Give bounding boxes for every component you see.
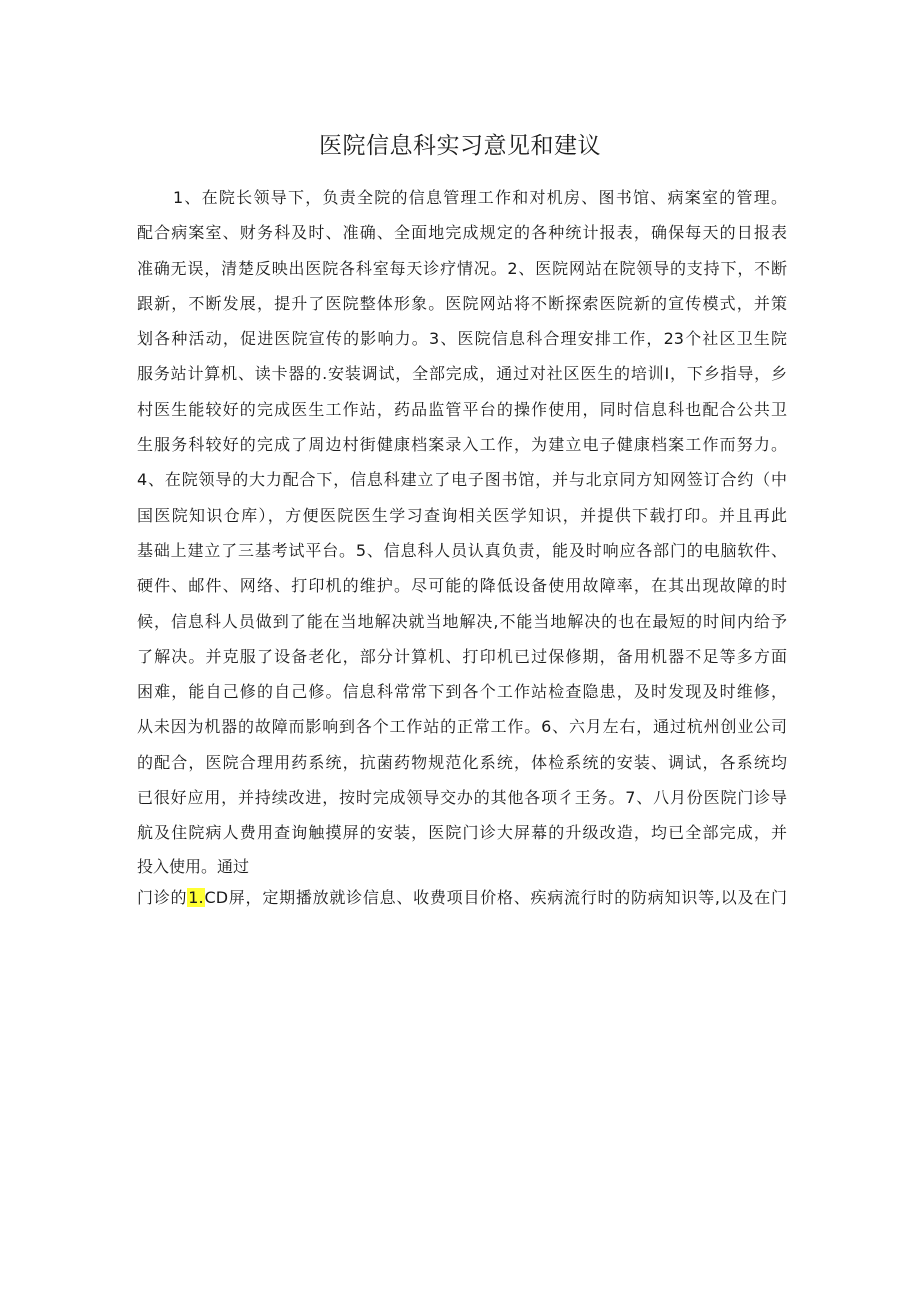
final-line-before: 门诊的 [137, 887, 188, 907]
body-line: 硬件、邮件、网络、打印机的维护。尽可能的降低设备使用故障率，在其出现故障的时 [137, 576, 787, 596]
body-line-final [137, 882, 787, 913]
body-line: 准确无误，清楚反映出医院各科室每天诊疗情况。2、医院网站在院领导的支持下，不断 [137, 258, 787, 278]
body-line: 跟新，不断发展，提升了医院整体形象。医院网站将不断探索医院新的宣传模式，并策 [137, 293, 787, 313]
body-line: 困难，能自己修的自己修。信息科常常下到各个工作站检查隐患，及时发现及时维修， [137, 682, 787, 702]
body-line: 已很好应用，并持续改进，按时完成领导交办的其他各项彳王务。7、八月份医院门诊导 [137, 788, 787, 808]
body-line: 了解决。并克服了设备老化，部分计算机、打印机已过保修期，备用机器不足等多方面 [137, 646, 787, 666]
body-line: 航及住院病人费用查询触摸屏的安装，医院门诊大屏幕的升级改造，均已全部完成，并 [137, 823, 787, 843]
body-line: 划各种活动，促进医院宣传的影响力。3、医院信息科合理安排工作，23个社区卫生院 [137, 329, 787, 349]
body-line: 候，信息科人员做到了能在当地解决就当地解决,不能当地解决的也在最短的时间内给予 [137, 611, 787, 631]
body-line: 投入使用。通过 [137, 856, 250, 876]
body-line: 4、在院领导的大力配合下，信息科建立了电子图书馆，并与北京同方知网签订合约（中 [137, 470, 787, 490]
document-body [137, 180, 787, 913]
body-line: 的配合，医院合理用药系统，抗菌药物规范化系统，体检系统的安装、调试，各系统均 [137, 752, 787, 772]
body-line: 国医院知识仓库），方便医院医生学习查询相关医学知识，并提供下载打印。并且再此 [137, 505, 787, 525]
document-title: 医院信息科实习意见和建议 [319, 133, 601, 159]
body-line: 村医生能较好的完成医生工作站，药品监管平台的操作使用，同时信息科也配合公共卫 [137, 399, 787, 419]
body-line: 1、在院长领导下，负责全院的信息管理工作和对机房、图书馆、病案室的管理。 [173, 188, 787, 207]
body-line: 生服务科较好的完成了周边村街健康档案录入工作，为建立电子健康档案工作而努力。 [137, 435, 787, 455]
body-line: 服务站计算机、读卡器的.安装调试，全部完成，通过对社区医生的培训I，下乡指导，乡 [137, 364, 787, 384]
final-line-after: CD屏，定期播放就诊信息、收费项目价格、疾病流行时的防病知识等,以及在门 [204, 887, 787, 907]
body-line: 基础上建立了三基考试平台。5、信息科人员认真负责，能及时响应各部门的电脑软件、 [137, 540, 787, 560]
body-line: 从未因为机器的故障而影响到各个工作站的正常工作。6、六月左右，通过杭州创业公司 [137, 717, 787, 737]
highlighted-text: 1. [188, 887, 204, 907]
body-line: 配合病案室、财务科及时、准确、全面地完成规定的各种统计报表，确保每天的日报表 [137, 223, 787, 243]
